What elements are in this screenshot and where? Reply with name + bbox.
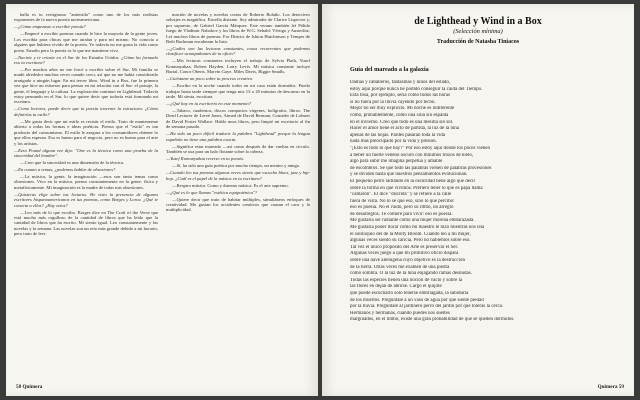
poem-line: Algunas veces juego a que mi primitivo oficio dispara [350, 251, 459, 257]
paragraph: —Significa estar mareado —así como después de dar vueltas en círculo. También se usa para un halo flotante sobre la cabeza. [166, 143, 310, 155]
poem-line: algo para subir me imagina perpetua y amable [350, 159, 443, 165]
paragraph: —Yusef Komunyakaa reverse en tu poesía. [166, 156, 244, 162]
poem-line: estoy aquí porque nunca he podido conseguir la caída del Tiempo. [350, 86, 483, 92]
paragraph: —¿Cuáles son las lecturas constantes, cosas recurrentes que podemos clasificar acompañantes de tu oficio? [166, 46, 310, 57]
paragraph: —Cuéntame un poco sobre tu proceso creativo. [166, 76, 254, 82]
poem-line: Hermanos y hermanas, cuando puedes nos sueltes [350, 310, 450, 316]
paragraph: —Mis lecturas constantes incluyen el trabajo de Sylvia Plath, Yusef Komunyakaa, Robert Hayden, Larry Levis. Mi música constante incluye Burial, Conor Oberst, Marvin Gaye, Miles Davis, Biggie Smalls. [166, 58, 310, 75]
poem-line: "¡Esto es todo lo que hay?" Por eso estoy aquí donde los poces vienen [350, 145, 491, 151]
paragraph: —Por muchos años no me forcé a escribir sobre el Sur. Mi familia se mudó alrededor muchas veces cuando creci, así que no me había considerado arraigado a ningún lugar. En mi tercer libro, Wind in a Box, fue la primera vez que hice un esfuerzo para pensar en mi relación con el Sur: el paisaje, la gente, el lenguaje y la cultura. La exploración continuó en Lighthead. Todavía estoy pensando en el Sur, lo que quiere decir que todavía está formando mi escritura. [14, 67, 158, 105]
poem-line: sobre una nave alienígena cuyo objetivo es la destrucción [350, 258, 465, 264]
paragraph: —Creo que la sinceridad es una dimensión de la técnica. [20, 159, 125, 165]
right-page [322, 4, 634, 396]
poem-line: de desarreglos. Te comeré para vivir: eso es poesía. [350, 211, 453, 217]
paragraph: —Quiere decir que trato de habitar múltiples, simultáneos enfoques de creatividad. Me gustan los accidentes creativos que causan el caos y la multiplicidad. [166, 196, 310, 213]
poem-title: Guía del mareado a la galaxia [350, 66, 429, 73]
poem-line: Mejor no ser muy explícito. Mi noche es indiferente [350, 106, 455, 112]
poem-line: Tal vez el único propósito del Arte es preservar el Ser. [350, 244, 459, 250]
paragraph: —¿Cómo empezaste a escribir poesía? [14, 24, 86, 30]
book-spread [6, 4, 634, 396]
paragraph: —Me gusta decir que mi estilo es resistir el estilo. Trato de mantenerme abierto a todas las formas e ideas poéticas. Pienso que el "estilo" es tan producto del consumismo. El estilo le asegura a los consumidores obtener lo que ellos esperan. Eso es bueno para el negocio, pero no es bueno para el arte y los artistas. [14, 118, 158, 146]
poem-line: Esta fosa, por ejemplo, sería como todos las horas [350, 93, 450, 99]
poem-line: como, probablemente, como una silla sin espalda [350, 112, 449, 118]
paragraph: —En cuanto a temas, ¿podemos hablar de obsesiones? [14, 166, 116, 172]
poem-line: como sombra. O la luz de la luna enjagando ramas desnudas. [350, 271, 472, 277]
page-title: de Lighthead y Wind in a Box [414, 16, 542, 27]
page-subtitle: (Selección mínima) [453, 28, 503, 35]
paragraph: —Leo más de lo que escribo. Borges dice en The Craft of the Verse que está mucho más orgulloso de la cantidad de libros que ha leído que la cantidad de libros que ha escrito. Mi siento igual. Leo constantemente y las novelas y la semana. Las novelas son un reto más grande debido a mi horario, pero trato de leer. [14, 209, 158, 237]
poem-line: Todas las especies tienen una noción de vacío y sobre la [350, 277, 463, 283]
paragraph: —Empecé a escribir poemas cuando le hice la mayoría de la gente joven. Los escribía para chicas que me atraían y para mí mismo. No conocía a alguien que hubiera vivido de la poesía. Yo todavía no me gusta la vida como poeta. Enseño pero la poesía es lo que me mantiene vivo. [14, 31, 158, 53]
poem-line: de escombros. Sé que todo las palabras vienen de palabras procesiones [350, 165, 492, 171]
paragraph: mación de novelas y novelas cortas de Roberto Bolaño. Los detectives salvajes es magnífica. Estrella distante. Soy admirador de Clarice Lispector y, por supuesto, de Gabriel García Márquez. Este verano también leí Pálido fuego de Vladimir Nabokov y los libros de W.G. Sebald: Vértigo y Austerlitz. Leí muchos libros de poemas. For District de Ishion Hutchinson y Temper de Beth Bachman encabezan la lista. [166, 12, 310, 45]
poem-line: marginados, en el limbo, existe una gran probabilidad de que se queden dormidos. [350, 317, 515, 323]
poem-line: apenas de las hojas. Pardes pasarán toda la vida [350, 132, 446, 138]
poem-line: Me gustaría poder llorar como mi maestro le hizo mientras nos leía [350, 225, 485, 231]
paragraph: —Escribo en la noche cuando todos en mi casa están dormidos. Puedo trabajar hasta tarde siempre que tenga mis 13 o 20 minutos de descanso en la tarde. Mi siesta, escritura. [166, 83, 310, 100]
interview-column-2 [166, 12, 310, 378]
poem-line: sobre la forma en que vivimos. Prefiero tener lo que es papá llama [350, 185, 483, 191]
poem-line: el soliloquio del de la Molly Bloom. Cuando leo a mí mujer, [350, 231, 471, 237]
poem-body [350, 80, 610, 324]
paragraph: —Naciste y te criaste en el Sur de los Estados Unidos. ¿Cómo ha formado eso tu escritura? [14, 54, 158, 66]
poem-line: Damas y caballeros, fantasmas y niños del estado, [350, 80, 451, 85]
poem-line: fuera de vista. No lo sé que eso, sino lo que percibo: [350, 198, 455, 204]
paragraph: —Cuando leo tus poemas algunas veces siento que escucho blues, jazz y hip-hop. ¿Cuál es el papel de la música en tu escritura? [166, 170, 310, 181]
poem-line: Hacer el amor tiene el acto de partida, la luz de la luna [350, 126, 459, 132]
paragraph: —La música, la gente, la imaginación —esos son tanto temas como obsesiones. Vivo en la música, pienso constantemente en la gente: física y metafísicamente. Mi imaginación es la madre de todas mis obsesiones. [14, 173, 158, 190]
poem-line: por la lluvia. Pregúntale al jardinero perro del jardín por qué toleras la cerca. [350, 304, 504, 310]
poem-line: El pequeño perro ladrando en la oscuridad tiene algo que decir [350, 178, 476, 184]
translator-credit: Traducción de Natasha Tiniacos [436, 39, 520, 45]
poem-line: si no fuera por la lluvia cayendo por techo. [350, 99, 436, 105]
left-page-columns [14, 12, 310, 378]
poem-line: a beber un fuerte veneno oscuro con mínimos trozos de hielo, [350, 152, 474, 158]
interview-column-1 [14, 12, 158, 378]
paragraph: —Quisieras elige sobre tus lecturas. He visto la presencia de algunos escritores hispanoamericanos en tus poemas, como Borges y Lorca. ¿Qué te conecta a ellos? ¿Hay otros? [14, 191, 158, 208]
paragraph: —Sí, ha sido una guía poética por mucho tiempo, un mentor y amigo. [172, 163, 301, 169]
paragraph: —Tabaco, cuadernos, discos compactos vírgenes, bolígrafos, libros: The Dead Lecturer de Lereé Jones, Aimed de David Berman, Consider de Lobster de David Foster Wallace. Hablo unos libros, pero limpié mi escritorio al fin de semana pasado. [166, 108, 310, 130]
paragraph: —¿Qué es lo que llamas "estética equipoténica"? [166, 189, 258, 195]
poem-line: que puede escucharlo sólo tenerse embriagada, la sabiduría [350, 291, 469, 296]
poem-line: las flores en dejan de abrirse. Cargo el quijote [350, 284, 442, 290]
paragraph: —Respiro música. Como y duermo música. Es el arte supremo. [172, 182, 289, 188]
page-number-left: 58 Quimera [16, 384, 43, 390]
paragraph: —Como lectores, puede decir que tu poesía inocente la estructura. ¿Cómo definirías tu estilo? [14, 106, 158, 117]
paragraph: —¿Qué hay en tu escritorio en este momento? [166, 101, 252, 107]
page-number-right: Quimera 59 [597, 384, 624, 390]
poem-line: eso es poesía. No el ruido, pero su ritmo, un arreglo [350, 205, 454, 211]
poem-line: de los muertos. Pregúntale a un vaso de agua por qué siente piedad [350, 297, 484, 303]
poem-line: nada más preocupado por la vida y presión. [350, 139, 437, 145]
poem-line: "camarón". El dice "discreta" y se refiere a la calle [350, 192, 452, 198]
left-page [6, 4, 318, 396]
poem-line: en el invierno. Creo que todo es una mesilla sin sol. [350, 119, 454, 125]
poem-line: y se dividen hasta que nuestros pensamientos evolucionan. [350, 172, 468, 178]
paragraph: —Ha sido un poco difícil traducir la palabra "Lighthead" porque la lengua española no tiene una palabra exacta. [166, 131, 310, 142]
paragraph: halla es tu vertiginoso "antiestilo" como uno de los más realistas exponentes de la nueva poesía norteamericana. [14, 12, 158, 23]
paragraph: —Ezra Pound alguna vez dijo: "One es la técnica como una prueba de la sinceridad del hombre". [14, 147, 158, 158]
poem-line: de la tierra. Otras veces me examen de una piedra [350, 264, 450, 270]
poem-line: algunas veces siento su caricia. Pero no hablemos sobre eso. [350, 238, 471, 244]
poem-line: Me gustaría ser radiante como una mujer morena embarazada. [350, 218, 475, 224]
